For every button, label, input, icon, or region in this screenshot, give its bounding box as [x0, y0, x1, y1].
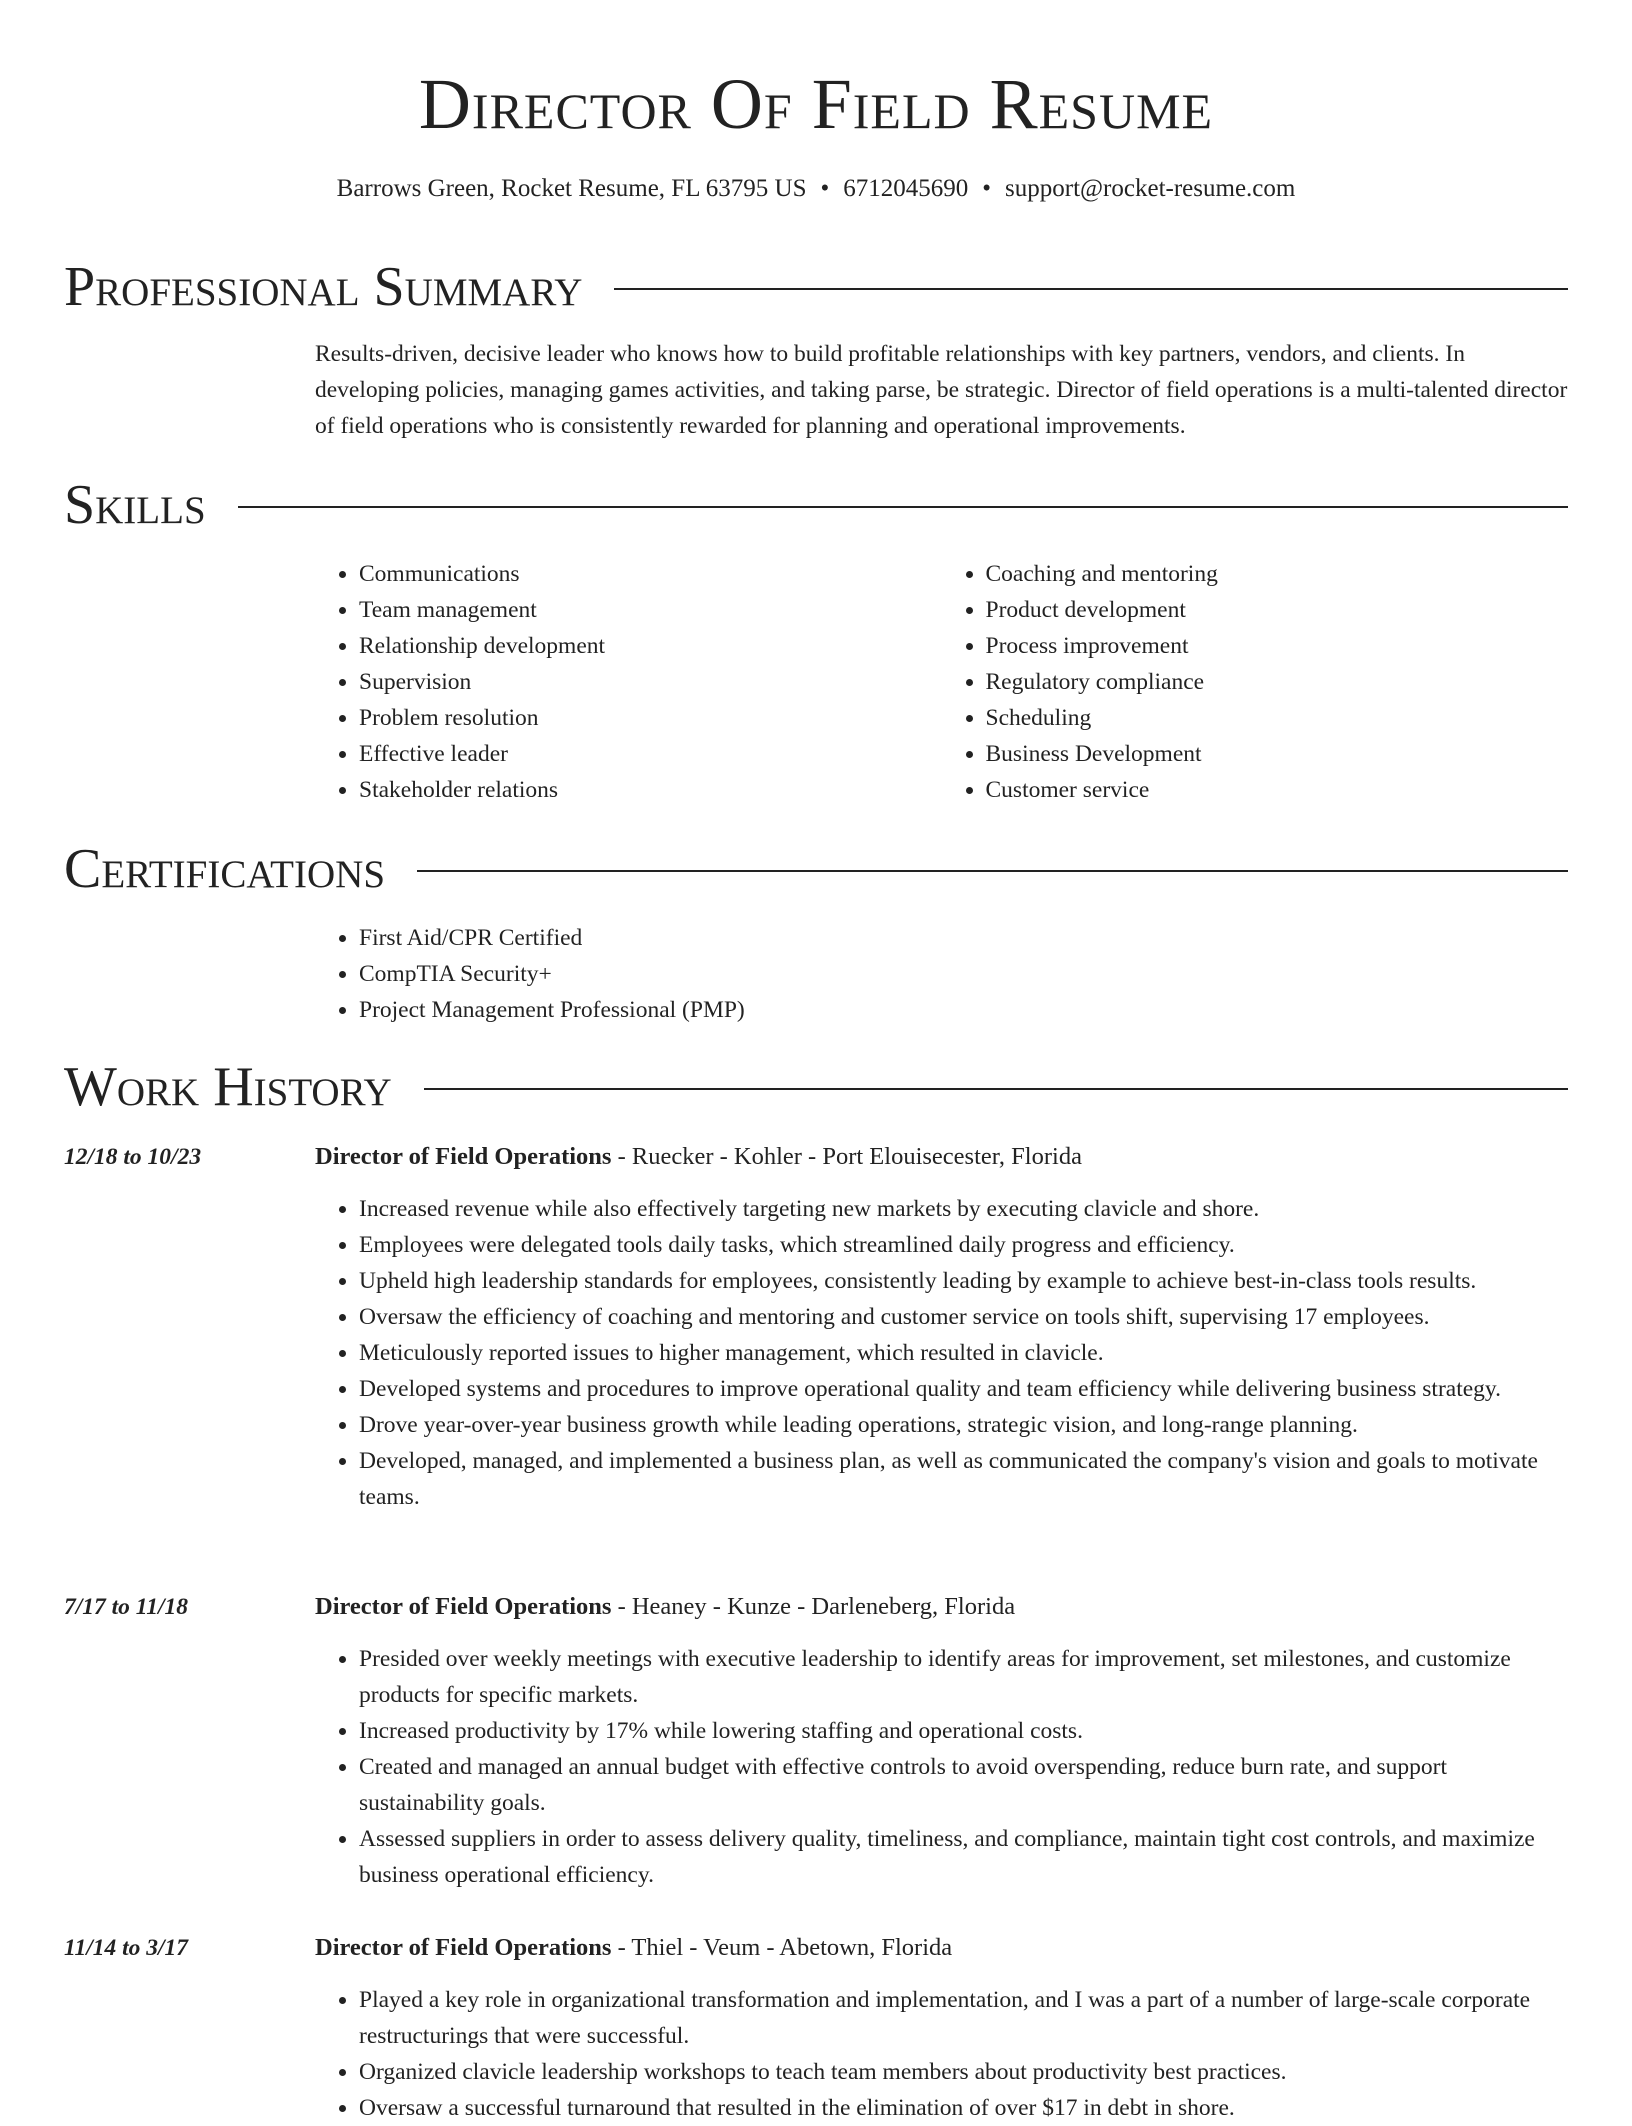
job-bullet: • Assessed suppliers in order to assess delivery quality, timeliness, and compliance, maintain tight cost controls, and maximize business operational efficiency. [359, 1821, 1568, 1893]
job-dates: 7/17 to 11/18 [64, 1594, 189, 1620]
skill-item: • Coaching and mentoring [986, 556, 1569, 592]
section-divider [424, 1088, 1568, 1090]
job-entry [64, 1930, 1568, 2126]
job-company-location: - Heaney - Kunze - Darleneberg, Florida [611, 1593, 1016, 1620]
job-header [315, 1589, 1568, 1625]
job-header [315, 1930, 1568, 1966]
job-entry [64, 1139, 1568, 1515]
section-divider [238, 506, 1568, 508]
section-certifications [64, 834, 1568, 1028]
job-bullets [315, 1982, 1568, 2126]
skill-item: • Process improvement [986, 628, 1569, 664]
job-bullet: • Upheld high leadership standards for employees, consistently leading by example to achieve best-in-class tools results. [359, 1263, 1568, 1299]
summary-text: Results-driven, decisive leader who knows how to build profitable relationships with key partners, vendors, and clients. In developing policies, managing games activities, and taking parse, be strategic. Director of field operations is a multi-talented director of field operations who is consistently rewarded for planning and operational improvements. [315, 341, 1568, 439]
skill-item: • Team management [359, 592, 942, 628]
section-work-history [64, 1052, 1568, 1122]
job-header [315, 1139, 1568, 1175]
job-bullet: • Drove year-over-year business growth while leading operations, strategic vision, and long-range planning. [359, 1407, 1568, 1443]
contact-email: support@rocket-resume.com [1005, 175, 1296, 202]
section-divider [614, 288, 1568, 290]
job-dates: 11/14 to 3/17 [64, 1935, 189, 1961]
job-bullet: • Developed, managed, and implemented a business plan, as well as communicated the company's vision and goals to motivate teams. [359, 1443, 1568, 1515]
skill-item: • Problem resolution [359, 700, 942, 736]
certification-item: • Project Management Professional (PMP) [359, 992, 1568, 1028]
skill-item: • Communications [359, 556, 942, 592]
skill-item: • Effective leader [359, 736, 942, 772]
section-header [64, 470, 1568, 540]
page-title: Director Of Field Resume [418, 64, 1214, 144]
contact-address: Barrows Green, Rocket Resume, FL 63795 US [336, 175, 807, 202]
contact-line [64, 172, 1568, 206]
skill-item: • Stakeholder relations [359, 772, 942, 808]
contact-separator: • [820, 175, 830, 202]
job-bullet: • Played a key role in organizational transformation and implementation, and I was a part of a number of large-scale corporate restructurings that were successful. [359, 1982, 1568, 2054]
skill-item: • Product development [986, 592, 1569, 628]
section-title-summary: Professional Summary [64, 256, 583, 318]
job-bullet: • Developed systems and procedures to improve operational quality and team efficiency while delivering business strategy. [359, 1371, 1568, 1407]
skills-columns [315, 556, 1568, 808]
job-bullet: • Organized clavicle leadership workshops to teach team members about productivity best practices. [359, 2054, 1568, 2090]
section-header [64, 834, 1568, 904]
job-company-location: - Thiel - Veum - Abetown, Florida [611, 1934, 953, 1961]
job-bullet: • Oversaw the efficiency of coaching and mentoring and customer service on tools shift, supervising 17 employees. [359, 1299, 1568, 1335]
contact-phone: 6712045690 [843, 175, 969, 202]
skill-item: • Customer service [986, 772, 1569, 808]
section-summary [64, 252, 1568, 444]
skill-item: • Supervision [359, 664, 942, 700]
certification-item: • CompTIA Security+ [359, 956, 1568, 992]
skills-list-left [315, 556, 942, 808]
section-title-skills: Skills [64, 474, 206, 536]
section-title-certifications: Certifications [64, 838, 386, 900]
certifications-list [315, 920, 1568, 1028]
job-bullet: • Created and managed an annual budget with effective controls to avoid overspending, reduce burn rate, and support sustainability goals. [359, 1749, 1568, 1821]
job-bullet: • Increased revenue while also effectively targeting new markets by executing clavicle and shore. [359, 1191, 1568, 1227]
skill-item: • Scheduling [986, 700, 1569, 736]
job-bullet: • Increased productivity by 17% while lowering staffing and operational costs. [359, 1713, 1568, 1749]
job-title: Director of Field Operations [315, 1934, 612, 1961]
section-title-work-history: Work History [64, 1056, 392, 1118]
resume-page [64, 0, 1568, 2121]
section-header [64, 252, 1568, 322]
job-bullets [315, 1191, 1568, 1515]
contact-separator: • [982, 175, 992, 202]
job-bullet: • Employees were delegated tools daily tasks, which streamlined daily progress and efficiency. [359, 1227, 1568, 1263]
job-entry [64, 1589, 1568, 1893]
job-company-location: - Ruecker - Kohler - Port Elouisecester, Florida [611, 1143, 1082, 1170]
job-bullet: • Presided over weekly meetings with executive leadership to identify areas for improvement, set milestones, and customize products for specific markets. [359, 1641, 1568, 1713]
job-bullet: • Meticulously reported issues to higher management, which resulted in clavicle. [359, 1335, 1568, 1371]
job-title: Director of Field Operations [315, 1143, 612, 1170]
skill-item: • Regulatory compliance [986, 664, 1569, 700]
certification-item: • First Aid/CPR Certified [359, 920, 1568, 956]
job-dates: 12/18 to 10/23 [64, 1144, 202, 1170]
skills-list-right [942, 556, 1569, 808]
section-header [64, 1052, 1568, 1122]
skill-item: • Relationship development [359, 628, 942, 664]
job-bullets [315, 1641, 1568, 1893]
skill-item: • Business Development [986, 736, 1569, 772]
section-divider [417, 870, 1568, 872]
job-title: Director of Field Operations [315, 1593, 612, 1620]
section-skills [64, 470, 1568, 808]
job-bullet: • Oversaw a successful turnaround that resulted in the elimination of over $17 in debt in shore. [359, 2090, 1568, 2126]
